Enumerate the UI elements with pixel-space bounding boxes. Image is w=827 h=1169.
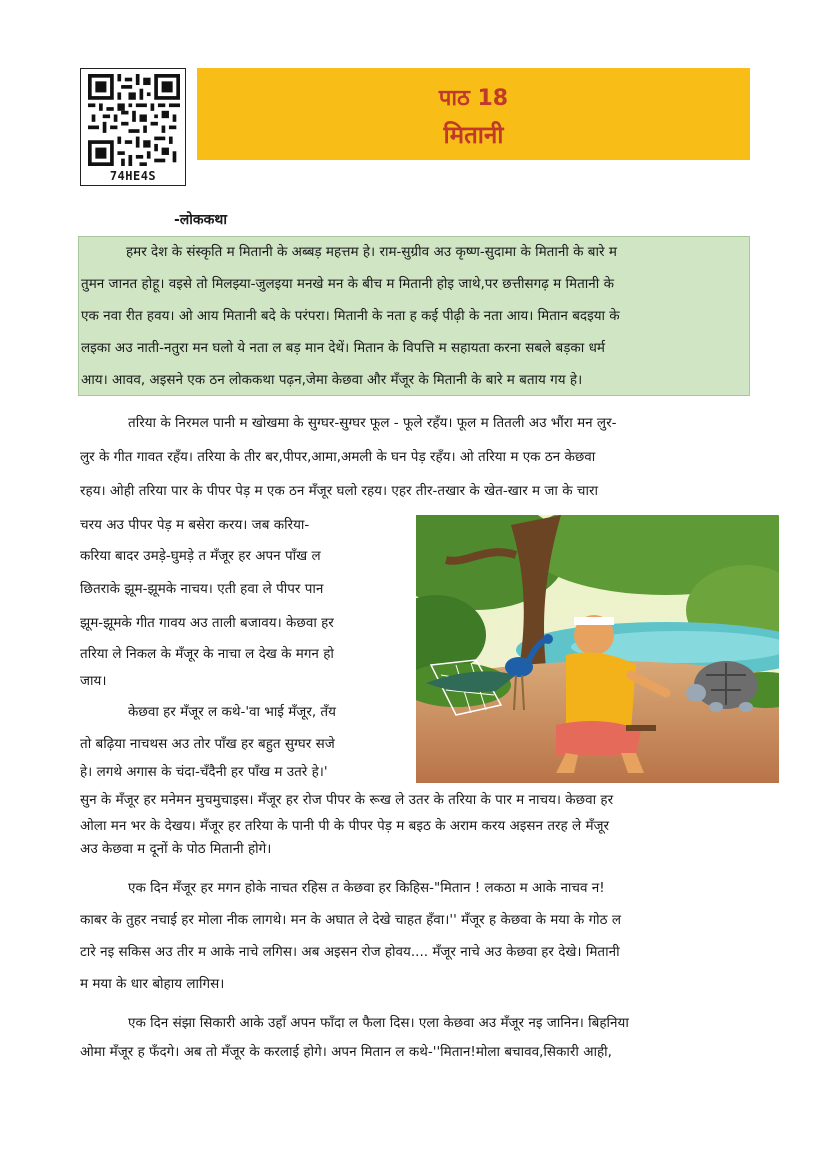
intro-line: लइका अउ नाती-नतुरा मन घलो ये नता ल बड़ मान देथें। मितान के विपत्ति म सहायता करना सबले बड़का धर्म xyxy=(81,340,605,356)
story-line: करिया बादर उमड़े-घुमड़े त मँजूर हर अपन पाँख ल xyxy=(80,548,321,564)
story-line: टारे नइ सकिस अउ तीर म आके नाचे लगिस। अब अइसन रोज होवय.... मँजूर नाचे अउ केछवा हर देखे। मितानी xyxy=(80,944,620,960)
qr-code-box[interactable] xyxy=(80,68,186,186)
title-banner xyxy=(197,68,750,160)
story-line: जाय। xyxy=(80,673,107,689)
story-line: तरिया ले निकल के मँजूर के नाचा ल देख के मगन हो xyxy=(80,646,334,662)
story-line: एक दिन मँजूर हर मगन होके नाचत रहिस त केछवा हर किहिस-"मितान ! लकठा म आके नाचव न! xyxy=(128,880,605,896)
story-line: हे। लगथे अगास के चंदा-चँदैनी हर पाँख म उतरे हे।' xyxy=(80,764,328,780)
story-illustration xyxy=(416,515,779,783)
story-line: झूम-झूमके गीत गावय अउ ताली बजावय। केछवा हर xyxy=(80,615,334,631)
story-line: म मया के धार बोहाय लागिस। xyxy=(80,976,225,992)
genre-label: -लोककथा xyxy=(174,212,228,228)
intro-line: एक नवा रीत हवय। ओ आय मितानी बदे के परंपरा। मितानी के नता ह कई पीढ़ी के नता आय। मितान बदइया के xyxy=(81,308,620,324)
story-line: एक दिन संझा सिकारी आके उहाँ अपन फाँदा ल फैला दिस। एला केछवा अउ मँजूर नइ जानिन। बिहनिया xyxy=(128,1015,629,1031)
story-line: छितराके झूम-झूमके नाचय। एती हवा ले पीपर पान xyxy=(80,581,324,597)
story-line: तो बढ़िया नाचथस अउ तोर पाँख हर बहुत सुग्घर सजे xyxy=(80,736,335,752)
story-line: सुन के मँजूर हर मनेमन मुचमुचाइस। मँजूर हर रोज पीपर के रूख ले उतर के तरिया के पार म नाचय। केछवा हर xyxy=(80,792,614,808)
story-line: ओला मन भर के देखय। मँजूर हर तरिया के पानी पी के पीपर पेड़ म बइठ के अराम करय अइसन तरह ले मँजूर xyxy=(80,818,610,834)
story-line: लुर के गीत गावत रहँय। तरिया के तीर बर,पीपर,आमा,अमली के घन पेड़ रहँय। ओ तरिया म एक ठन केछवा xyxy=(80,449,596,465)
qr-code-icon xyxy=(88,74,180,166)
intro-line: आय। आवव, अइसने एक ठन लोककथा पढ़न,जेमा केछवा और मँजूर के मितानी के बारे म बताय गय हे। xyxy=(81,372,583,388)
story-line: तरिया के निरमल पानी म खोखमा के सुग्घर-सुग्घर फूल - फूले रहँय। फूल म तितली अउ भौंरा मन लुर- xyxy=(128,415,617,431)
lesson-title: मितानी xyxy=(443,121,504,149)
story-line: अउ केछवा म दूनों के पोठ मितानी होगे। xyxy=(80,841,272,857)
story-line: चरय अउ पीपर पेड़ म बसेरा करय। जब करिया- xyxy=(80,517,310,533)
intro-box xyxy=(78,236,750,396)
intro-line: तुमन जानत होहू। वइसे तो मिलझ्या-जुलइया मनखे मन के बीच म मितानी होइ जाथे,पर छत्तीसगढ़ म मितानी के xyxy=(81,276,614,292)
lesson-number: पाठ 18 xyxy=(438,86,509,111)
intro-line: हमर देश के संस्कृति म मितानी के अब्बड़ महत्तम हे। राम-सुग्रीव अउ कृष्ण-सुदामा के मितानी के बारे म xyxy=(126,244,617,260)
story-line: केछवा हर मँजूर ल कथे-'वा भाई मँजूर, तँय xyxy=(128,704,336,720)
story-line: काबर के तुहर नचाई हर मोला नीक लागथे। मन के अघात ले देखे चाहत हँवा।'' मँजूर ह केछवा के मया के गोठ ल xyxy=(80,912,621,928)
qr-code-label: 74HE4S xyxy=(109,169,157,183)
story-line: ओमा मँजूर ह फँदगे। अब तो मँजूर के करलाई होगे। अपन मितान ल कथे-''मितान!मोला बचावव,सिकारी आही, xyxy=(80,1044,612,1060)
story-line: रहय। ओही तरिया पार के पीपर पेड़ म एक ठन मँजूर घलो रहय। एहर तीर-तखार के खेत-खार म जा के चारा xyxy=(80,483,598,499)
